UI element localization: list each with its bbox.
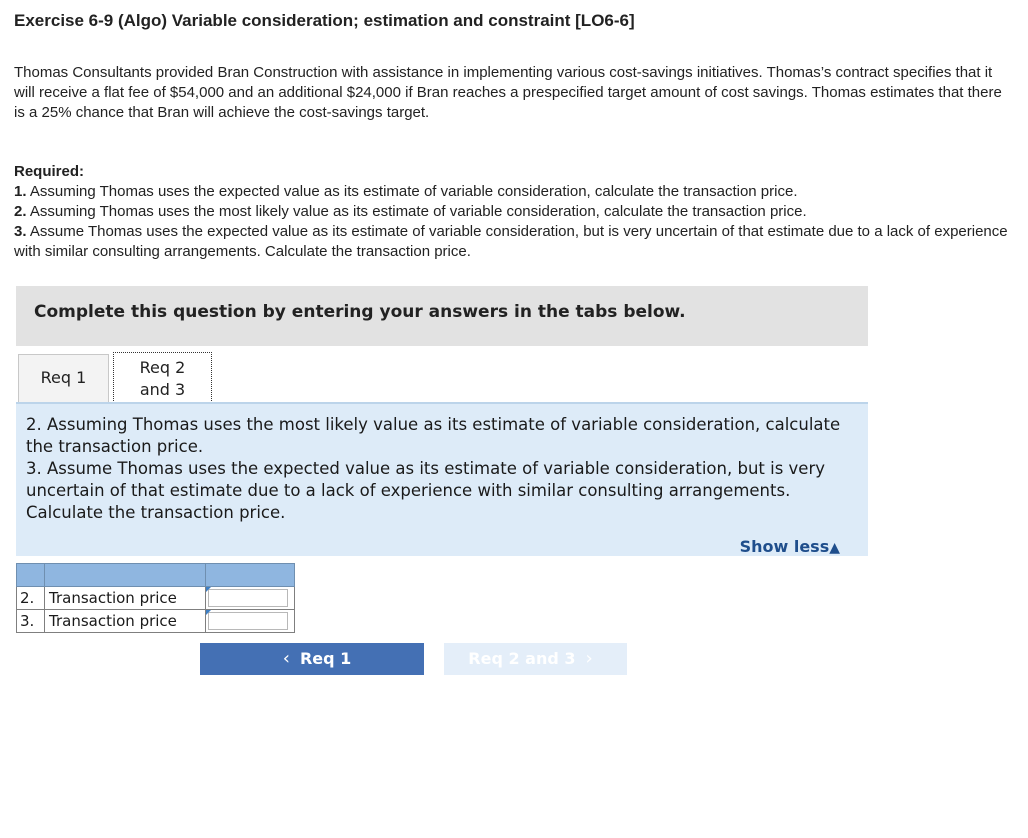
required-item-number: 3. [14, 223, 27, 240]
intro-text: Thomas Consultants provided Bran Construction with assistance in implementing various cost-savings initiatives. Thomas’s contract specifies that it will receive a flat fee of $54,000 and an additional $24,000 if Bran reaches a prespecified target amount of cost savings. Thomas estimates that there is a 25% chance that Bran will achieve the cost-savings target. [14, 64, 1002, 121]
input-marker-icon [206, 587, 211, 592]
required-item-text: Assuming Thomas uses the most likely value as its estimate of variable consideration, calculate the transaction price. [29, 203, 807, 220]
show-less-label: Show less [739, 537, 830, 556]
required-item-2 [14, 202, 1014, 222]
row-number: 2. [17, 587, 45, 610]
table-row [17, 610, 295, 633]
required-section [14, 162, 1014, 262]
transaction-price-input-2[interactable] [208, 589, 288, 607]
row-label: Transaction price [45, 587, 206, 610]
intro-paragraph [14, 63, 1004, 123]
panel-question-3: 3. Assume Thomas uses the expected value as its estimate of variable consideration, but is very uncertain of that estimate due to a lack of experience with similar consulting arrangements. Calculate the transaction price. [26, 459, 826, 522]
chevron-left-icon: ‹ [282, 648, 290, 669]
instruction-banner [16, 286, 868, 346]
header-cell [17, 564, 45, 587]
row-label: Transaction price [45, 610, 206, 633]
answer-cell [206, 610, 295, 633]
input-marker-icon [206, 610, 211, 615]
required-item-3 [14, 222, 1014, 262]
required-item-1 [14, 182, 1014, 202]
required-item-number: 1. [14, 183, 27, 200]
chevron-right-icon: › [585, 648, 593, 669]
tab-req-2-and-3[interactable] [113, 352, 212, 403]
required-heading: Required: [14, 163, 85, 180]
answer-table-header [17, 564, 295, 587]
row-number: 3. [17, 610, 45, 633]
required-item-number: 2. [14, 203, 27, 220]
required-item-text: Assuming Thomas uses the expected value as its estimate of variable consideration, calculate the transaction price. [29, 183, 798, 200]
panel-text [26, 414, 866, 524]
triangle-up-icon: ▲ [829, 540, 840, 556]
answer-table [16, 563, 295, 633]
header-cell [45, 564, 206, 587]
tab-req-2-and-3-line1: Req 2 [139, 358, 186, 377]
instruction-banner-text: Complete this question by entering your answers in the tabs below. [34, 302, 686, 322]
header-cell [206, 564, 295, 587]
question-panel [16, 402, 868, 556]
next-req-2-and-3-button[interactable] [444, 643, 627, 675]
tab-req-1[interactable]: Req 1 [18, 354, 109, 402]
prev-req-1-button[interactable] [200, 643, 424, 675]
exercise-title: Exercise 6-9 (Algo) Variable consideration; estimation and constraint [LO6-6] [14, 11, 635, 30]
tab-req-2-and-3-line2: and 3 [139, 380, 186, 399]
answer-cell [206, 587, 295, 610]
prev-button-label: Req 1 [299, 649, 352, 668]
show-less-link[interactable] [740, 537, 840, 556]
transaction-price-input-3[interactable] [208, 612, 288, 630]
panel-question-2: 2. Assuming Thomas uses the most likely value as its estimate of variable consideration, calculate the transaction price. [26, 415, 841, 456]
table-row [17, 587, 295, 610]
required-item-text: Assume Thomas uses the expected value as its estimate of variable consideration, but is very uncertain of that estimate due to a lack of experience with similar consulting arrangements. Calculate the transaction price. [14, 223, 1008, 260]
next-button-label: Req 2 and 3 [468, 649, 576, 668]
